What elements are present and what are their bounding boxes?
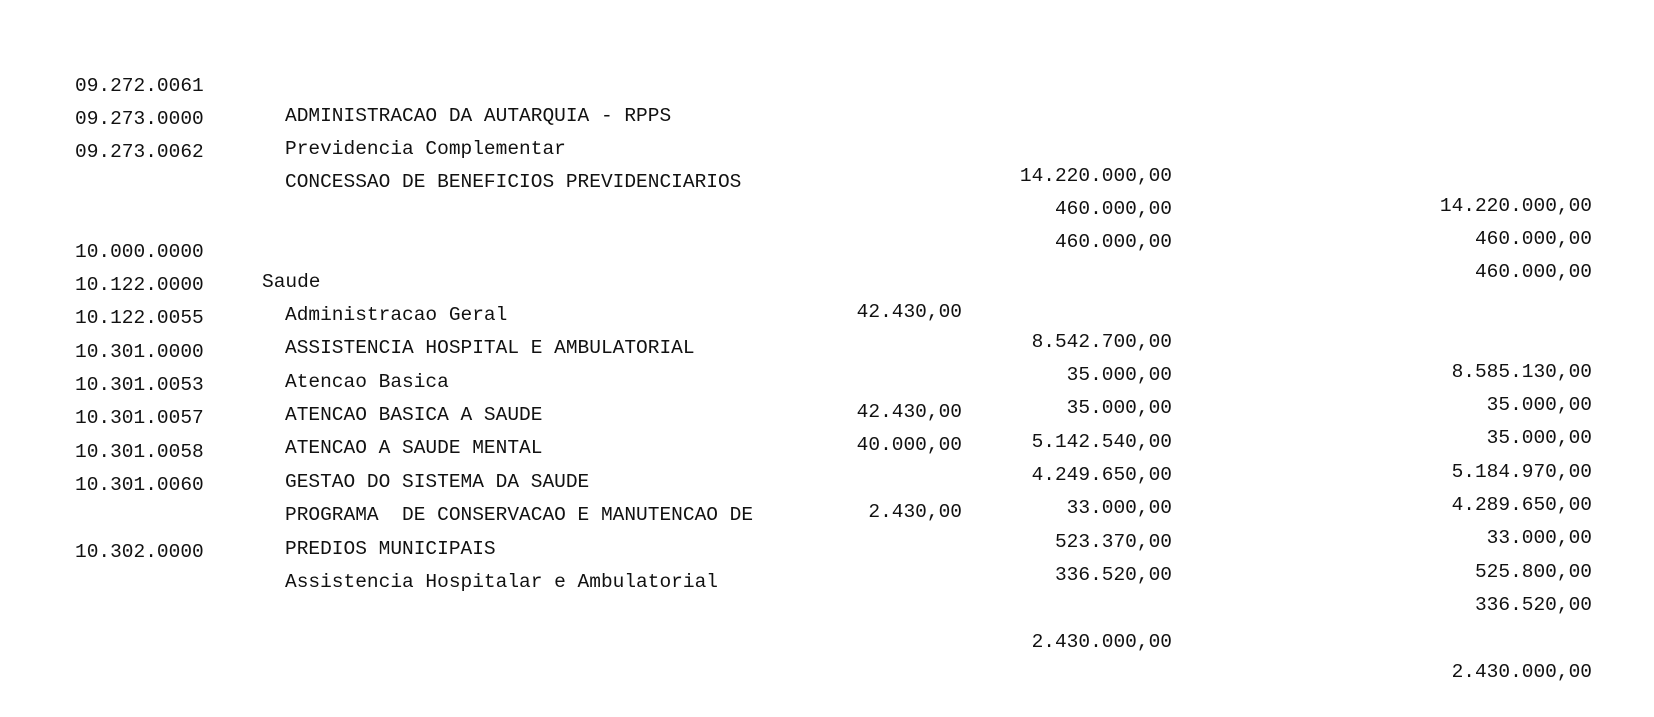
row-code: 10.301.0000	[75, 341, 204, 363]
row-description: ADMINISTRACAO DA AUTARQUIA - RPPS	[285, 105, 672, 127]
row-code: 10.122.0000	[75, 274, 204, 296]
row-code: 10.000.0000	[75, 241, 204, 263]
row-code: 10.122.0055	[75, 307, 204, 329]
row-value-1: 2.430,00	[868, 501, 962, 523]
row-description: Atencao Basica	[285, 371, 449, 393]
row-value-2: 460.000,00	[1054, 231, 1172, 253]
row-value-2: 336.520,00	[1054, 564, 1172, 586]
row-value-2: 523.370,00	[1054, 531, 1172, 553]
row-description: ATENCAO BASICA A SAUDE	[285, 404, 543, 426]
row-description: CONCESSAO DE BENEFICIOS PREVIDENCIARIOS	[285, 171, 742, 193]
row-value-2: 35.000,00	[1066, 364, 1172, 386]
row-value-2: 5.142.540,00	[1031, 431, 1172, 453]
row-description: ASSISTENCIA HOSPITAL E AMBULATORIAL	[285, 337, 695, 359]
row-total: 525.800,00	[1474, 561, 1592, 583]
row-code: 09.273.0000	[75, 108, 204, 130]
row-total: 5.184.970,00	[1451, 461, 1592, 483]
row-total: 35.000,00	[1486, 427, 1592, 449]
row-value-2: 33.000,00	[1066, 497, 1172, 519]
row-value-2: 14.220.000,00	[1019, 165, 1172, 187]
row-code: 10.301.0058	[75, 441, 204, 463]
row-description: Assistencia Hospitalar e Ambulatorial	[285, 571, 718, 593]
row-total: 33.000,00	[1486, 527, 1592, 549]
row-description: ATENCAO A SAUDE MENTAL	[285, 437, 543, 459]
row-value-2: 460.000,00	[1054, 198, 1172, 220]
row-total: 336.520,00	[1474, 594, 1592, 616]
row-code: 10.302.0000	[75, 541, 204, 563]
row-total: 460.000,00	[1474, 228, 1592, 250]
row-code: 09.273.0062	[75, 141, 204, 163]
row-code: 10.301.0057	[75, 407, 204, 429]
row-total: 8.585.130,00	[1451, 361, 1592, 383]
row-value-2: 8.542.700,00	[1031, 331, 1172, 353]
row-total: 4.289.650,00	[1451, 494, 1592, 516]
row-code: 09.272.0061	[75, 75, 204, 97]
row-value-2: 2.430.000,00	[1031, 631, 1172, 653]
row-total: 35.000,00	[1486, 394, 1592, 416]
row-value-1: 42.430,00	[856, 301, 962, 323]
row-value-1: 40.000,00	[856, 434, 962, 456]
row-description: Saude	[262, 271, 321, 293]
row-description: GESTAO DO SISTEMA DA SAUDE	[285, 471, 590, 493]
row-code: 10.301.0053	[75, 374, 204, 396]
row-total: 2.430.000,00	[1451, 661, 1592, 683]
row-total: 14.220.000,00	[1439, 195, 1592, 217]
row-value-2: 4.249.650,00	[1031, 464, 1172, 486]
row-value-2: 35.000,00	[1066, 397, 1172, 419]
row-code: 10.301.0060	[75, 474, 204, 496]
row-value-1: 42.430,00	[856, 401, 962, 423]
row-total: 460.000,00	[1474, 261, 1592, 283]
row-description: Administracao Geral	[285, 304, 508, 326]
row-description: PROGRAMA DE CONSERVACAO E MANUTENCAO DE	[285, 504, 754, 526]
row-description: PREDIOS MUNICIPAIS	[285, 538, 496, 560]
row-description: Previdencia Complementar	[285, 138, 566, 160]
